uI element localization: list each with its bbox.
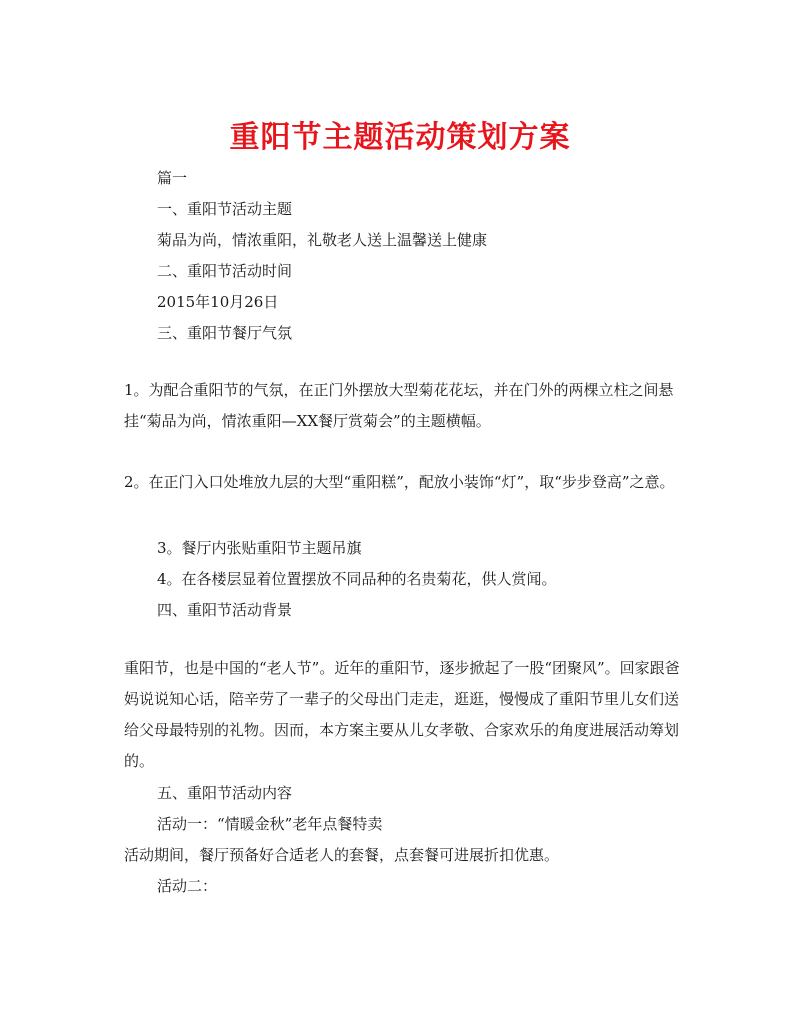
- section-heading-content: 五、重阳节活动内容: [157, 784, 293, 802]
- section-heading-background: 四、重阳节活动背景: [157, 601, 293, 619]
- document-title: 重阳节主题活动策划方案: [229, 120, 571, 155]
- part-heading: 篇一: [157, 169, 188, 187]
- background-paragraph: 重阳节，也是中国的“老人节”。近年的重阳节，逐步掀起了一股“团聚风”。回家跟爸妈说说知心话，陪辛劳了一辈子的父母出门走走，逛逛，慢慢成了重阳节里儿女们送给父母最特别的礼物。因而，本方案主要从儿女孝敬、合家欢乐的角度进展活动筹划的。: [124, 659, 680, 770]
- list-item-3: 3。餐厅内张贴重阳节主题吊旗: [157, 539, 362, 557]
- section-heading-atmosphere: 三、重阳节餐厅气氛: [157, 324, 293, 342]
- section-heading-theme: 一、重阳节活动主题: [157, 200, 293, 218]
- activity-2-title: 活动二：: [157, 877, 218, 895]
- activity-1-title: 活动一：“情暖金秋”老年点餐特卖: [157, 815, 383, 833]
- section-heading-time: 二、重阳节活动时间: [157, 262, 293, 280]
- activity-1-description: 活动期间，餐厅预备好合适老人的套餐，点套餐可进展折扣优惠。: [124, 846, 560, 864]
- list-item-4: 4。在各楼层显着位置摆放不同品种的名贵菊花，供人赏闻。: [157, 570, 557, 588]
- theme-text: 菊品为尚，情浓重阳，礼敬老人送上温馨送上健康: [157, 231, 488, 249]
- list-item-2: 2。在正门入口处堆放九层的大型“重阳糕”，配放小装饰“灯”，取“步步登高”之意。: [124, 473, 675, 491]
- list-item-1: 1。为配合重阳节的气氛，在正门外摆放大型菊花花坛，并在门外的两棵立柱之间悬挂“菊品为尚，情浓重阳—XX餐厅赏菊会”的主题横幅。: [124, 381, 674, 430]
- date-text: 2015年10月26日: [157, 293, 279, 311]
